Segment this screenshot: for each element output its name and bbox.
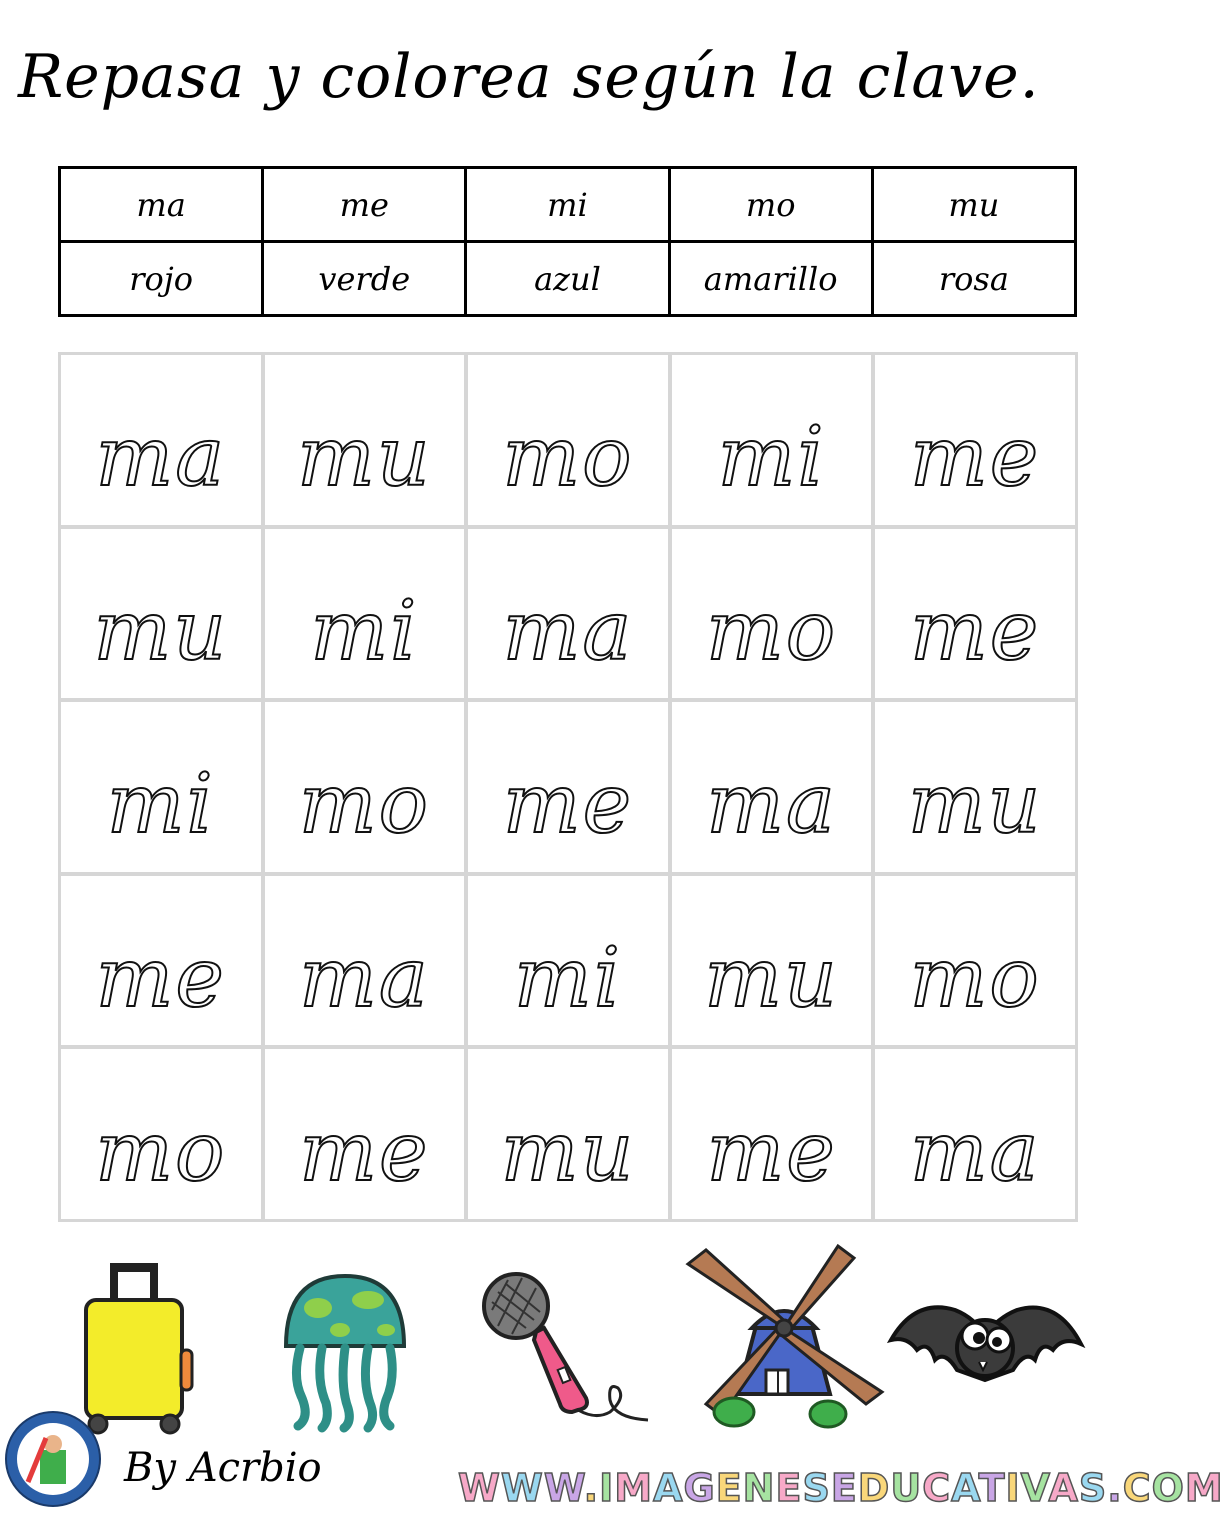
traced-syllable: me xyxy=(95,931,226,1027)
traced-syllable: me xyxy=(706,1104,837,1200)
website-letter: A xyxy=(1048,1466,1079,1510)
key-syllable: mo xyxy=(669,168,872,242)
key-color: rosa xyxy=(872,242,1075,316)
traced-syllable: me xyxy=(910,583,1041,679)
page-title: Repasa y colorea según la clave. xyxy=(18,42,1040,112)
grid-cell[interactable] xyxy=(672,529,872,699)
website-letter: . xyxy=(583,1466,600,1510)
picture-row xyxy=(0,1240,1135,1440)
key-syllable-row xyxy=(60,168,1076,242)
traced-syllable: mo xyxy=(706,583,838,679)
website-letter: A xyxy=(951,1466,979,1510)
website-letter: A xyxy=(653,1466,684,1510)
grid-cell[interactable] xyxy=(61,702,261,872)
author-logo xyxy=(4,1410,102,1508)
suitcase-icon[interactable] xyxy=(78,1260,198,1435)
key-color: verde xyxy=(263,242,466,316)
traced-syllable: me xyxy=(910,410,1041,506)
traced-syllable: ma xyxy=(909,1104,1041,1200)
website-letter: N xyxy=(742,1466,776,1510)
grid-cell[interactable] xyxy=(672,1049,872,1219)
key-color: rojo xyxy=(60,242,263,316)
website-letter: W xyxy=(543,1466,584,1510)
key-color-row xyxy=(60,242,1076,316)
website-letter: W xyxy=(500,1466,544,1510)
website-letter: C xyxy=(1122,1466,1152,1510)
website-letter: D xyxy=(857,1466,891,1510)
traced-syllable: mi xyxy=(106,757,215,853)
website-letter: M xyxy=(614,1466,654,1510)
color-key-table xyxy=(58,166,1077,317)
traced-syllable: mo xyxy=(502,410,634,506)
traced-syllable: mo xyxy=(909,931,1041,1027)
windmill-icon[interactable] xyxy=(678,1244,890,1444)
grid-cell[interactable] xyxy=(672,355,872,525)
website-letter: W xyxy=(458,1466,501,1510)
website-letter: S xyxy=(1078,1466,1108,1510)
website-letter: U xyxy=(890,1466,923,1510)
key-syllable: mi xyxy=(466,168,669,242)
website-letter: G xyxy=(683,1466,716,1510)
grid-cell[interactable] xyxy=(875,876,1075,1046)
grid-cell[interactable] xyxy=(875,529,1075,699)
website-letter: E xyxy=(715,1466,743,1510)
grid-cell[interactable] xyxy=(61,355,261,525)
traced-syllable: me xyxy=(502,757,634,853)
grid-cell[interactable] xyxy=(265,529,465,699)
website-letter: . xyxy=(1107,1466,1123,1510)
traced-syllable: mu xyxy=(93,583,229,679)
traced-syllable: mo xyxy=(298,757,430,853)
website-url[interactable] xyxy=(458,1466,1224,1510)
grid-cell[interactable] xyxy=(468,1049,668,1219)
key-syllable: ma xyxy=(60,168,263,242)
microphone-icon[interactable] xyxy=(478,1270,658,1430)
grid-cell[interactable] xyxy=(468,876,668,1046)
jellyfish-icon[interactable] xyxy=(278,1268,413,1433)
traced-syllable: mu xyxy=(907,757,1043,853)
key-color: amarillo xyxy=(669,242,872,316)
key-color: azul xyxy=(466,242,669,316)
bat-icon[interactable] xyxy=(885,1280,1085,1410)
grid-cell[interactable] xyxy=(265,876,465,1046)
traced-syllable: ma xyxy=(706,757,837,853)
website-letter: M xyxy=(1184,1466,1224,1510)
tracing-grid xyxy=(58,352,1078,1222)
website-letter: E xyxy=(830,1466,858,1510)
grid-cell[interactable] xyxy=(468,355,668,525)
grid-cell[interactable] xyxy=(265,702,465,872)
traced-syllable: mi xyxy=(310,583,419,679)
traced-syllable: ma xyxy=(95,410,227,506)
grid-cell[interactable] xyxy=(265,355,465,525)
grid-cell[interactable] xyxy=(875,702,1075,872)
website-letter: E xyxy=(775,1466,803,1510)
key-syllable: me xyxy=(263,168,466,242)
grid-cell[interactable] xyxy=(468,702,668,872)
grid-cell[interactable] xyxy=(61,529,261,699)
key-syllable: mu xyxy=(872,168,1075,242)
grid-cell[interactable] xyxy=(672,702,872,872)
traced-syllable: mi xyxy=(717,410,826,506)
traced-syllable: me xyxy=(299,1104,430,1200)
author-credit: By Acrbio xyxy=(124,1445,322,1491)
grid-cell[interactable] xyxy=(672,876,872,1046)
website-letter: I xyxy=(1005,1466,1021,1510)
website-letter: C xyxy=(922,1466,952,1510)
traced-syllable: mu xyxy=(297,410,432,506)
website-letter: T xyxy=(978,1466,1006,1510)
website-letter: S xyxy=(802,1466,831,1510)
traced-syllable: ma xyxy=(299,931,430,1027)
traced-syllable: mu xyxy=(704,931,839,1027)
grid-cell[interactable] xyxy=(61,1049,261,1219)
website-letter: V xyxy=(1020,1466,1049,1510)
grid-cell[interactable] xyxy=(875,1049,1075,1219)
grid-cell[interactable] xyxy=(468,529,668,699)
grid-cell[interactable] xyxy=(265,1049,465,1219)
traced-syllable: ma xyxy=(502,583,634,679)
traced-syllable: mi xyxy=(514,931,622,1027)
website-letter: O xyxy=(1151,1466,1185,1510)
traced-syllable: mu xyxy=(500,1104,636,1200)
grid-cell[interactable] xyxy=(61,876,261,1046)
grid-cell[interactable] xyxy=(875,355,1075,525)
website-letter: I xyxy=(599,1466,615,1510)
traced-syllable: mo xyxy=(95,1104,227,1200)
